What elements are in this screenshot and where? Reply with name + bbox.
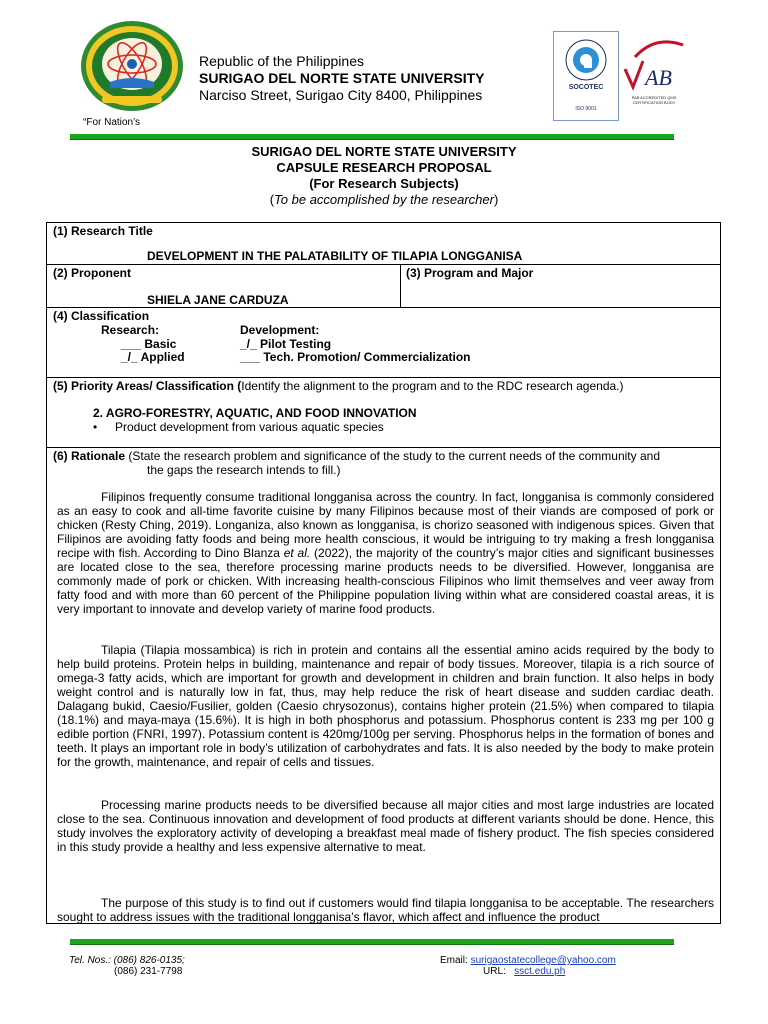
footer-divider — [70, 939, 674, 945]
socotec-name: SOCOTEC — [568, 84, 604, 91]
form-title-block — [0, 144, 768, 208]
rationale-row — [47, 448, 720, 924]
research-title-label: (1) Research Title — [53, 224, 153, 238]
svg-text:AB: AB — [645, 65, 672, 90]
footer-tel: Tel. Nos.: (086) 826-0135; — [69, 955, 185, 966]
cell-divider — [400, 265, 401, 307]
proponent-row — [47, 265, 720, 308]
classification-row — [47, 308, 720, 378]
classification-label: (4) Classification — [53, 309, 150, 323]
rationale-paragraph-3: Processing marine products needs to be diversified because all major cities and most large industries are located close to the sea. Continuous innovation and development of food products at different variants should be done. Hence, this study involves the exploratory activity of developing a breakfast meal made of fishery product. The fish species considered in this study provide a healthy and less expensive alternative to meat. — [57, 798, 714, 854]
university-name: SURIGAO DEL NORTE STATE UNIVERSITY — [199, 70, 485, 86]
proposal-form — [46, 222, 721, 924]
bullet-icon: • — [93, 420, 98, 434]
basic-option[interactable]: ___ Basic — [121, 337, 177, 351]
rationale-header-cont: the gaps the research intends to fill.) — [147, 463, 341, 477]
proponent-label: (2) Proponent — [53, 266, 131, 280]
tech-promotion-option[interactable]: ___ Tech. Promotion/ Commercialization — [240, 350, 471, 364]
research-title-value: DEVELOPMENT IN THE PALATABILITY OF TILAPIA LONGGANISA — [147, 249, 523, 263]
iab-accreditation-logo — [621, 35, 687, 121]
footer-url: URL: ssct.edu.ph — [483, 966, 566, 977]
development-heading: Development: — [240, 323, 320, 337]
priority-bullet: • Product development from various aquatic species — [93, 420, 384, 434]
priority-area: 2. AGRO-FORESTRY, AQUATIC, AND FOOD INNOVATION — [93, 406, 417, 420]
footer-tel-2: (086) 231-7798 — [114, 966, 183, 977]
institution-header — [199, 53, 484, 104]
motto-text: “For Nation’s — [83, 117, 141, 128]
title-capsule: CAPSULE RESEARCH PROPOSAL — [276, 160, 492, 175]
applied-option[interactable]: _/_ Applied — [121, 350, 185, 364]
rationale-paragraph-2: Tilapia (Tilapia mossambica) is rich in protein and contains all the essential amino acids required by the body to help build proteins. Protein helps in building, maintenance and repair of body tissues. Moreover, tilapia is a rich source of omega-3 fatty acids, which are important for growth and development in children and brain function. It also helps in body weight control and is naturally low in fat, thus, may help reduce the risk of heart disease and sudden cardiac death. Dalagang bukid, Caesio/Fusilier, golden (Caesio chrysozonus), contains higher protein (21.5%) when compared to tilapia (18.1%) and maya-maya (15.6%). It is high in both phosphorus and potassium. Phosphorus content is 233 mg per 100 g edible portion (FNRI, 1997). Potassium content is 420mg/100g per serving. Phosphorus helps in the formation of bones and teeth. It plays an important role in body’s utilization of carbohydrates and fats. It is also needed by the body to make protein for the growth, maintenance, and repair of cells and tissues. — [57, 643, 714, 769]
iab-caption: PAB ACCREDITED QMS CERTIFICATION BODY — [631, 95, 677, 105]
title-subjects: (For Research Subjects) — [309, 176, 459, 191]
proponent-value: SHIELA JANE CARDUZA — [147, 293, 289, 307]
research-title-row — [47, 223, 720, 265]
pilot-testing-option[interactable]: _/_ Pilot Testing — [240, 337, 332, 351]
header-divider — [70, 134, 674, 140]
research-heading: Research: — [101, 323, 160, 337]
priority-header: (5) Priority Areas/ Classification (Identify the alignment to the program and to the RDC research agenda.) — [53, 379, 624, 393]
rationale-header: (6) Rationale (State the research problem and significance of the study to the current needs of the community and — [53, 449, 660, 463]
rationale-paragraph-4: The purpose of this study is to find out if customers would find tilapia longganisa to be acceptable. The researchers sought to address issues with the traditional longganisa’s flavor, which affect and influence the product — [57, 896, 714, 924]
footer-email: Email: surigaostatecollege@yahoo.com — [440, 955, 616, 966]
rationale-paragraph-1: Filipinos frequently consume traditional longganisa across the country. In fact, longganisa is commonly considered as an easy to cook and all-time favorite cuisine by many Filipinos because most of their viands are composed of pork or chicken (Resty Ching, 2019). Longaniza, also known as longganisa, is chorizo seasoned with indigenous spices. Given that Filipinos are avoiding fatty foods and being more health conscious, it would be intriguing to try making a fresh longganisa recipe with fish. According to Dino Blanza et al. (2022), the majority of the country’s major cities and significant businesses are located close to the sea, therefore processing marine products needs to be diversified. However, longganisa are commonly made of pork or chicken. With increasing health-conscious Filipinos who limit themselves and veer away from fatty food and with more than 60 percent of the Philippine population living within what are considered coastal areas, it is very important to innovate and develop variety of marine food products. — [57, 490, 715, 616]
iab-icon — [621, 35, 687, 95]
university-address: Narciso Street, Surigao City 8400, Philippines — [199, 87, 483, 103]
university-seal-icon — [80, 20, 184, 112]
republic-line: Republic of the Philippines — [199, 53, 364, 69]
socotec-icon — [554, 34, 618, 86]
priority-row — [47, 378, 720, 448]
email-link[interactable]: surigaostatecollege@yahoo.com — [470, 955, 616, 966]
url-link[interactable]: ssct.edu.ph — [514, 966, 566, 977]
title-instruction: (To be accomplished by the researcher) — [269, 192, 499, 207]
program-label: (3) Program and Major — [406, 266, 534, 280]
iso-label: ISO 9001 — [575, 106, 597, 112]
title-university: SURIGAO DEL NORTE STATE UNIVERSITY — [251, 144, 517, 159]
socotec-certification-logo — [553, 31, 619, 121]
